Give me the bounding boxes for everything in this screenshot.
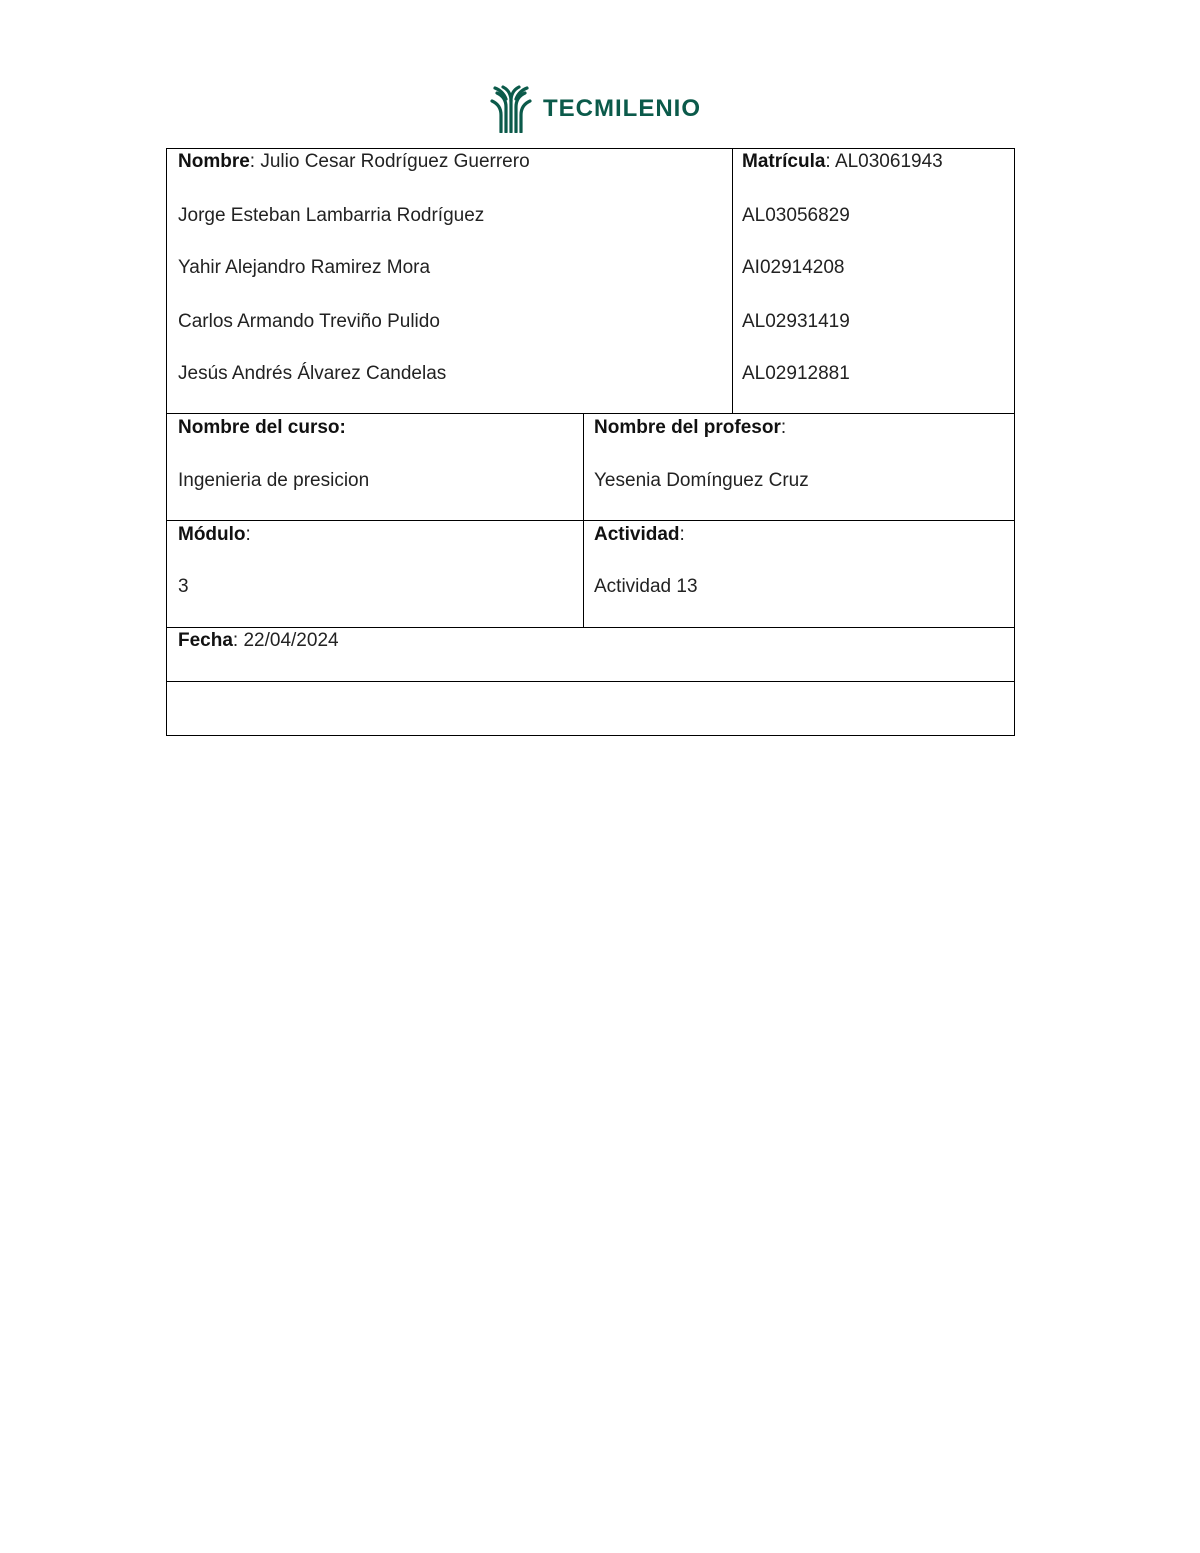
date-row: Fecha: 22/04/2024 [178, 630, 339, 651]
student-name: Yahir Alejandro Ramirez Mora [178, 257, 431, 278]
student-name: Jesús Andrés Álvarez Candelas [178, 363, 447, 384]
student-id: AI02914208 [742, 257, 845, 278]
tecmilenio-logo [489, 84, 701, 134]
activity-label: Actividad: [594, 524, 685, 545]
student-name: Julio Cesar Rodríguez Guerrero [260, 151, 530, 172]
name-label: Nombre [178, 151, 250, 172]
student-name: Jorge Esteban Lambarria Rodríguez [178, 205, 485, 226]
activity-value: Actividad 13 [594, 576, 698, 597]
table-divider [166, 627, 1015, 628]
course-label: Nombre del curso: [178, 417, 346, 438]
id-label: Matrícula [742, 151, 826, 172]
course-value: Ingenieria de presicion [178, 470, 370, 491]
date-label: Fecha [178, 630, 233, 651]
table-divider [732, 148, 733, 414]
professor-value: Yesenia Domínguez Cruz [594, 470, 809, 491]
student-id: AL03061943 [834, 151, 943, 172]
module-label: Módulo: [178, 524, 251, 545]
logo-text: TECMILENIO [543, 95, 701, 122]
student-name: Carlos Armando Treviño Pulido [178, 311, 440, 332]
professor-label: Nombre del profesor: [594, 417, 787, 438]
student-id: AL02931419 [742, 311, 850, 332]
date-value: 22/04/2024 [243, 630, 339, 651]
student-name-row: Nombre: Julio Cesar Rodríguez Guerrero [178, 151, 530, 172]
tecmilenio-tree-icon [489, 85, 533, 133]
student-id: AL03056829 [742, 205, 850, 226]
student-id-row: Matrícula: AL03061943 [742, 151, 943, 172]
table-divider [166, 681, 1015, 682]
module-value: 3 [178, 576, 189, 597]
student-id: AL02912881 [742, 363, 850, 384]
table-divider [166, 413, 1015, 414]
table-divider [166, 520, 1015, 521]
table-divider [583, 413, 584, 628]
